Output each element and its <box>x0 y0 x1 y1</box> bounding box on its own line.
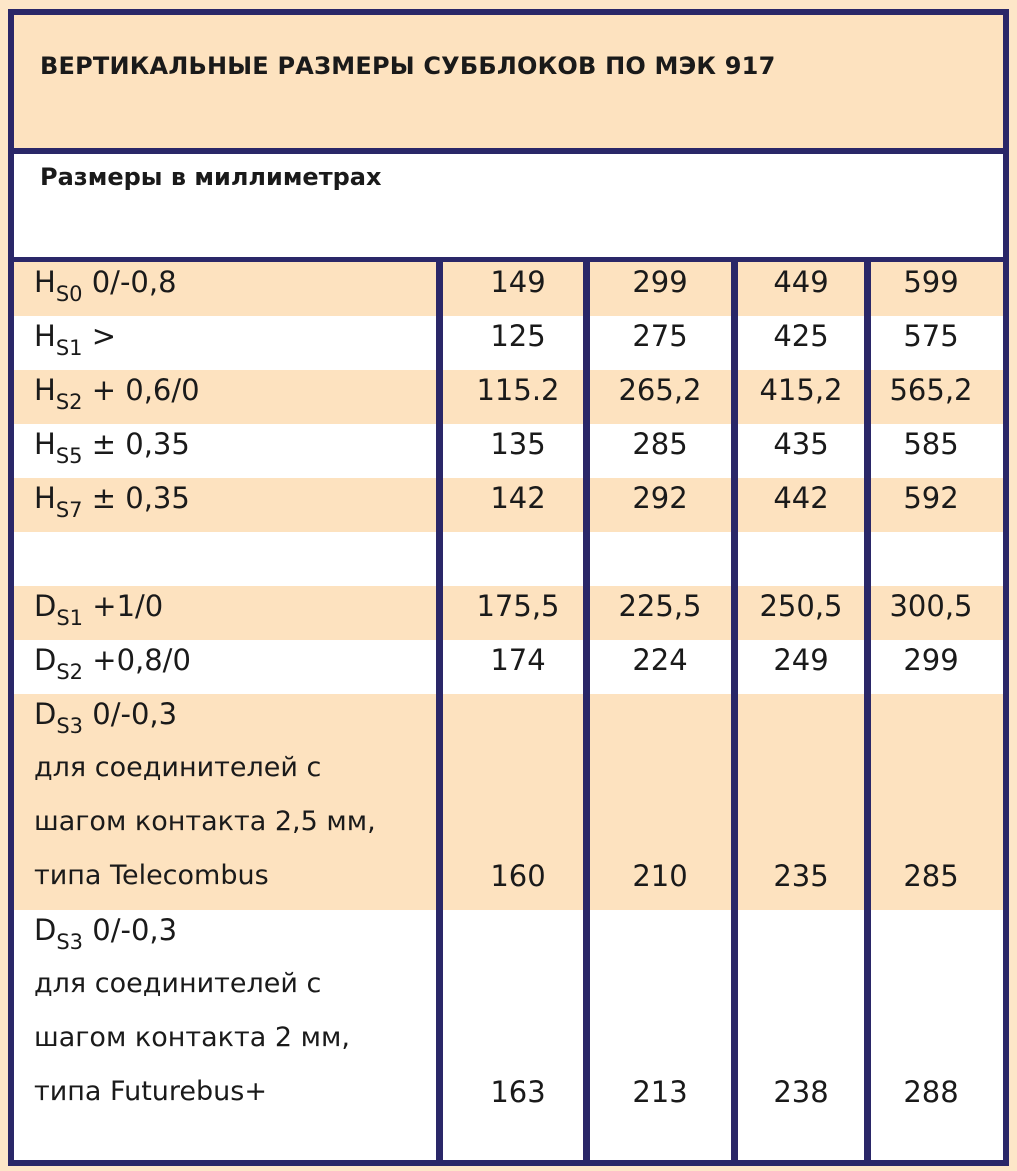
value-cell: 299 <box>903 643 959 677</box>
value-cell: 210 <box>632 859 688 893</box>
value-cell: 160 <box>490 859 546 893</box>
value-cell: 135 <box>490 427 546 461</box>
value-cell: 163 <box>490 1075 546 1109</box>
row-description-line: типа Futurebus+ <box>34 1076 267 1107</box>
value-cell: 425 <box>773 319 829 353</box>
tolerance: +1/0 <box>83 589 164 623</box>
tolerance: ± 0,35 <box>82 481 190 515</box>
column-divider <box>436 262 443 1166</box>
symbol: H <box>34 265 56 299</box>
tolerance: + 0,6/0 <box>82 373 200 407</box>
value-cell: 265,2 <box>618 373 702 407</box>
value-cell: 125 <box>490 319 546 353</box>
symbol: H <box>34 373 56 407</box>
value-cell: 435 <box>773 427 829 461</box>
row-description-line: шагом контакта 2,5 мм, <box>34 806 376 837</box>
table-row <box>14 370 1003 424</box>
subtitle-band <box>14 154 1003 257</box>
spacer-row <box>14 532 1003 586</box>
symbol: H <box>34 427 56 461</box>
title-band <box>14 15 1003 148</box>
row-label <box>34 373 200 414</box>
table-row <box>14 478 1003 532</box>
value-cell: 415,2 <box>759 373 843 407</box>
value-cell: 299 <box>632 265 688 299</box>
row-label <box>34 643 191 684</box>
tolerance: 0/-0,3 <box>83 913 178 947</box>
dimensions-table <box>14 262 1003 1160</box>
row-description-line: шагом контакта 2 мм, <box>34 1022 350 1053</box>
units-caption: Размеры в миллиметрах <box>40 163 382 191</box>
value-cell: 300,5 <box>889 589 973 623</box>
value-cell: 174 <box>490 643 546 677</box>
value-cell: 235 <box>773 859 829 893</box>
symbol-subscript: S7 <box>55 498 83 522</box>
value-cell: 142 <box>490 481 546 515</box>
value-cell: 285 <box>903 859 959 893</box>
table-row <box>14 262 1003 316</box>
value-cell: 238 <box>773 1075 829 1109</box>
symbol: D <box>34 589 57 623</box>
row-label <box>34 319 117 360</box>
table-row <box>14 694 1003 910</box>
symbol-subscript: S2 <box>56 660 84 684</box>
table-frame <box>8 9 1009 1166</box>
value-cell: 599 <box>903 265 959 299</box>
symbol-subscript: S1 <box>56 606 84 630</box>
tolerance: ± 0,35 <box>82 427 190 461</box>
value-cell: 115.2 <box>476 373 560 407</box>
symbol: D <box>34 913 57 947</box>
symbol: D <box>34 697 57 731</box>
value-cell: 285 <box>632 427 688 461</box>
row-label <box>34 913 178 954</box>
value-cell: 565,2 <box>889 373 973 407</box>
symbol-subscript: S3 <box>56 714 84 738</box>
row-label <box>34 265 177 306</box>
value-cell: 292 <box>632 481 688 515</box>
column-divider <box>731 262 738 1166</box>
value-cell: 224 <box>632 643 688 677</box>
symbol: H <box>34 481 56 515</box>
row-label <box>34 697 178 738</box>
value-cell: 249 <box>773 643 829 677</box>
symbol-subscript: S1 <box>55 336 83 360</box>
value-cell: 288 <box>903 1075 959 1109</box>
symbol: H <box>34 319 56 353</box>
table-row <box>14 586 1003 640</box>
value-cell: 225,5 <box>618 589 702 623</box>
tolerance: > <box>82 319 117 353</box>
row-description-line: для соединителей с <box>34 752 322 783</box>
value-cell: 175,5 <box>476 589 560 623</box>
table-row <box>14 424 1003 478</box>
symbol-subscript: S0 <box>55 282 83 306</box>
table-row <box>14 640 1003 694</box>
table-row <box>14 316 1003 370</box>
row-description-line: для соединителей с <box>34 968 322 999</box>
value-cell: 449 <box>773 265 829 299</box>
row-label <box>34 481 190 522</box>
row-label <box>34 589 164 630</box>
tolerance: 0/-0,3 <box>83 697 178 731</box>
symbol: D <box>34 643 57 677</box>
symbol-subscript: S3 <box>56 930 84 954</box>
value-cell: 149 <box>490 265 546 299</box>
value-cell: 575 <box>903 319 959 353</box>
column-divider <box>583 262 590 1166</box>
value-cell: 275 <box>632 319 688 353</box>
value-cell: 442 <box>773 481 829 515</box>
symbol-subscript: S2 <box>55 390 83 414</box>
symbol-subscript: S5 <box>55 444 83 468</box>
tolerance: +0,8/0 <box>83 643 191 677</box>
row-label <box>34 427 190 468</box>
value-cell: 250,5 <box>759 589 843 623</box>
row-description-line: типа Telecombus <box>34 860 269 891</box>
table-title: ВЕРТИКАЛЬНЫЕ РАЗМЕРЫ СУББЛОКОВ ПО МЭК 917 <box>40 52 776 80</box>
value-cell: 585 <box>903 427 959 461</box>
value-cell: 213 <box>632 1075 688 1109</box>
tolerance: 0/-0,8 <box>82 265 177 299</box>
value-cell: 592 <box>903 481 959 515</box>
column-divider <box>864 262 871 1166</box>
table-row <box>14 910 1003 1126</box>
